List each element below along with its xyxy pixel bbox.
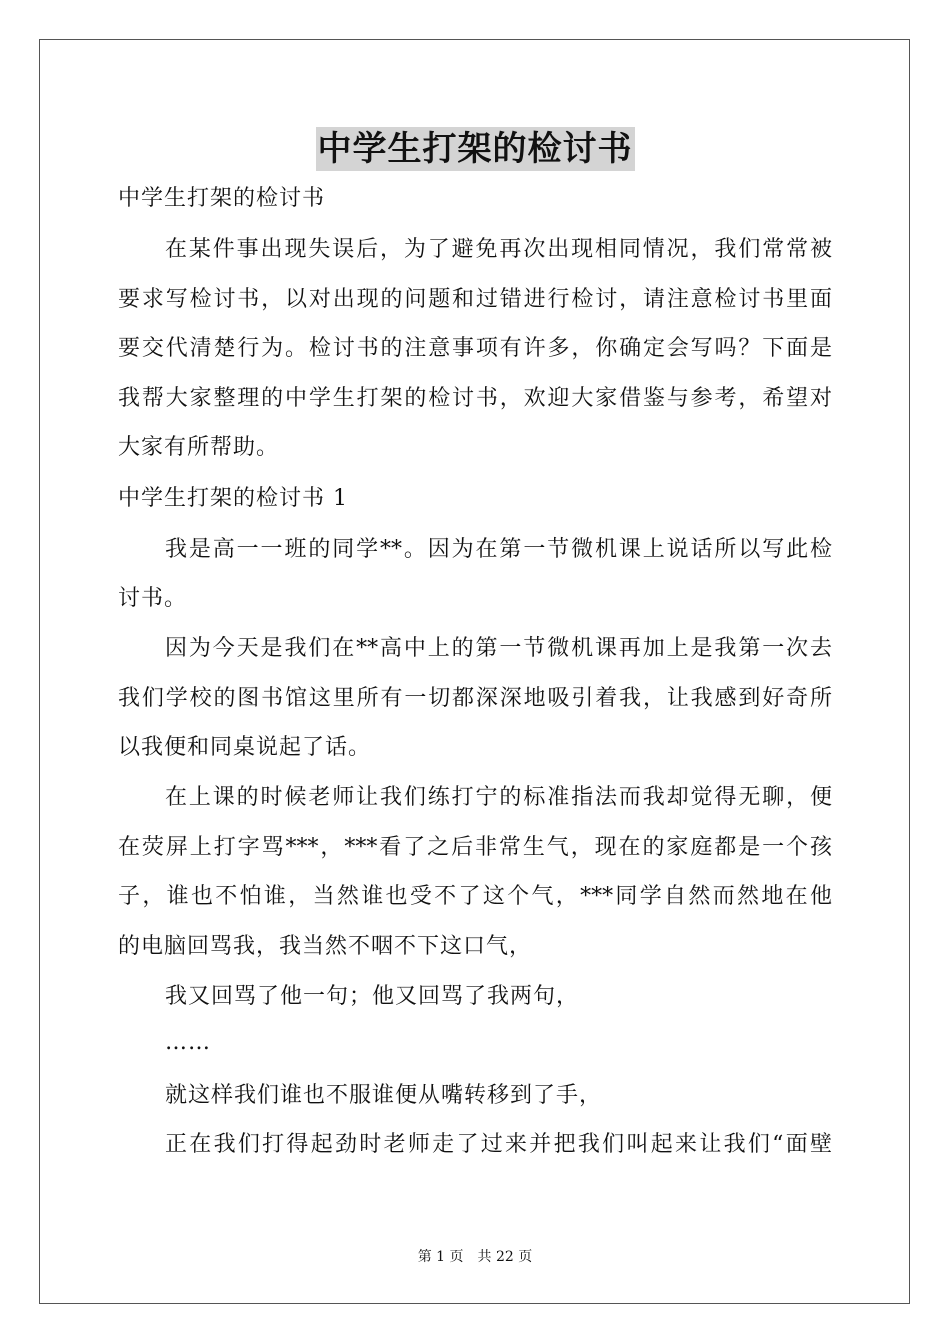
paragraph-line: 在荧屏上打字骂***，***看了之后非常生气，现在的家庭都是一个孩: [118, 835, 832, 860]
paragraph-line: 我们学校的图书馆这里所有一切都深深地吸引着我，让我感到好奇所: [118, 686, 832, 711]
paragraph-line: 在上课的时候老师让我们练打宁的标准指法而我却觉得无聊，便: [165, 785, 832, 810]
paragraph-line: 的电脑回骂我，我当然不咽不下这口气，: [118, 934, 533, 959]
paragraph-line: 子，谁也不怕谁，当然谁也受不了这个气，***同学自然而然地在他: [118, 884, 832, 909]
section-heading: 中学生打架的检讨书 1: [118, 486, 348, 511]
title-block: [0, 127, 950, 171]
page-number: 第 1 页: [417, 1249, 464, 1265]
paragraph-line: 我是高一一班的同学**。因为在第一节微机课上说话所以写此检: [165, 537, 832, 562]
subtitle: 中学生打架的检讨书: [118, 186, 326, 211]
paragraph-line: 就这样我们谁也不服谁便从嘴转移到了手，: [165, 1083, 603, 1108]
paragraph-line: 讨书。: [118, 586, 188, 611]
paragraph-line: 我又回骂了他一句；他又回骂了我两句，: [165, 984, 580, 1009]
page-footer: [0, 1248, 950, 1266]
paragraph-line: 以我便和同桌说起了话。: [118, 735, 372, 760]
document-title: 中学生打架的检讨书: [317, 129, 633, 169]
paragraph-line: 因为今天是我们在**高中上的第一节微机课再加上是我第一次去: [165, 636, 832, 661]
intro-line: 要交代清楚行为。检讨书的注意事项有许多，你确定会写吗？下面是: [118, 336, 832, 361]
page-border: [39, 39, 910, 1304]
intro-line: 要求写检讨书，以对出现的问题和过错进行检讨，请注意检讨书里面: [118, 287, 832, 312]
ellipsis-line: ……: [165, 1030, 211, 1055]
intro-line: 我帮大家整理的中学生打架的检讨书，欢迎大家借鉴与参考，希望对: [118, 386, 832, 411]
intro-line: 大家有所帮助。: [118, 435, 280, 460]
intro-line: 在某件事出现失误后，为了避免再次出现相同情况，我们常常被: [165, 237, 832, 262]
page-total: 共 22 页: [477, 1249, 533, 1265]
paragraph-line: 正在我们打得起劲时老师走了过来并把我们叫起来让我们“面壁: [165, 1132, 832, 1157]
